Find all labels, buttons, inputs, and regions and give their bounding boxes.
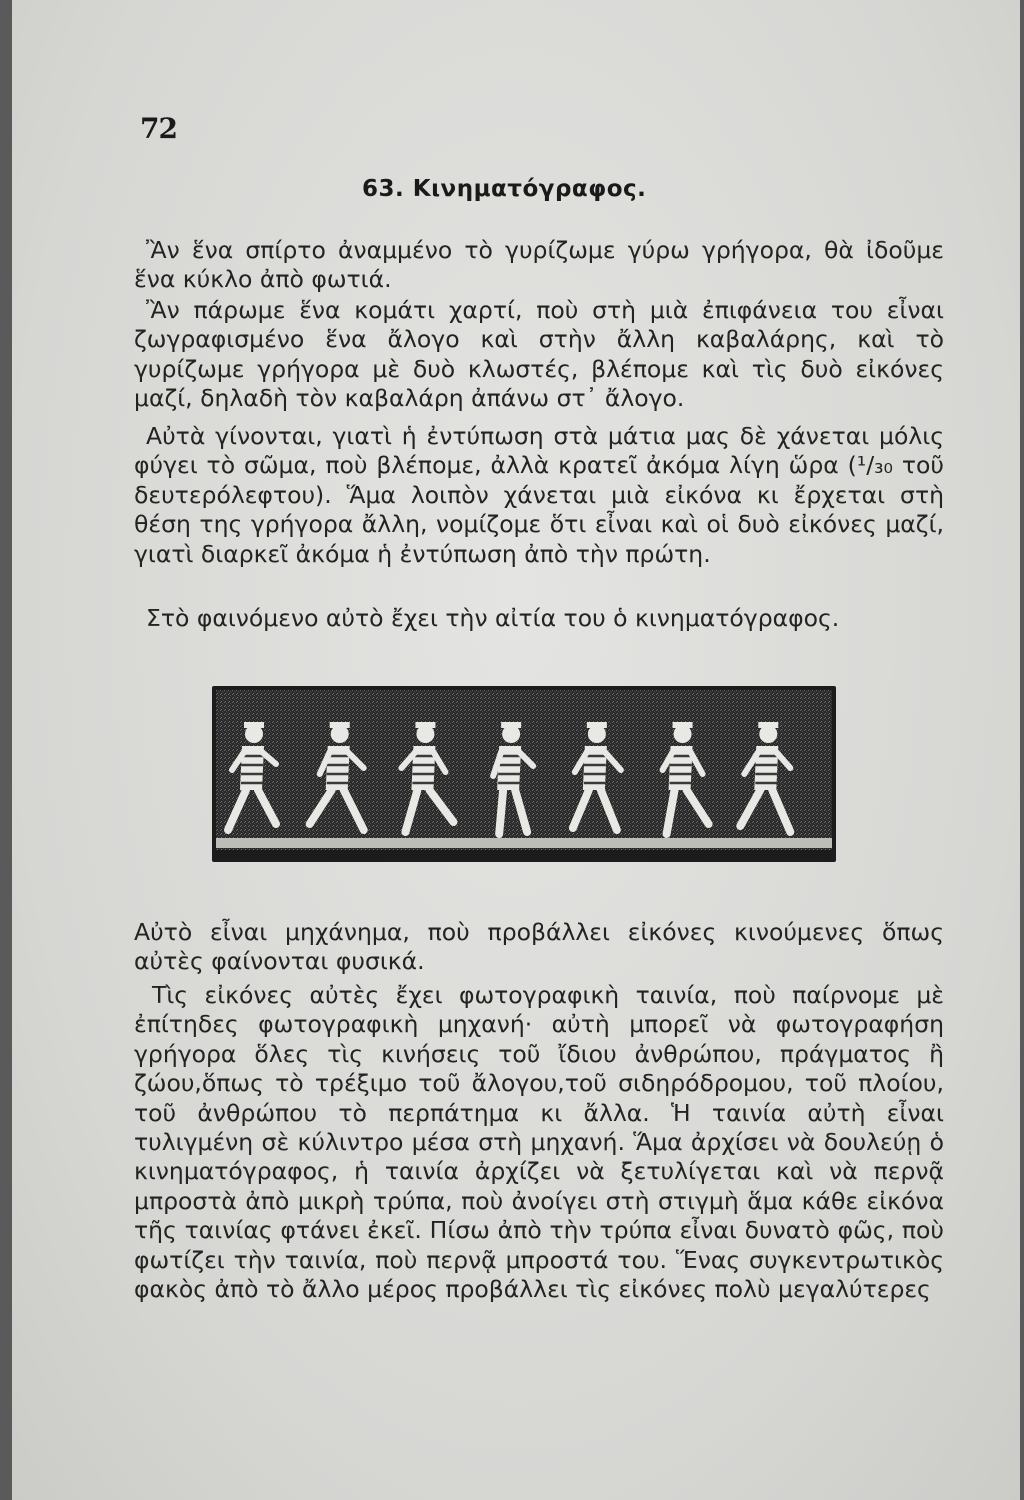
chapter-title: 63. Κινηματόγραφος. [362, 176, 647, 202]
paragraph-cinema-cause: Στὸ φαινόμενο αὐτὸ ἔχει τὴν αἰτία του ὁ κινηματόγραφος. [146, 604, 840, 632]
book-page [12, 0, 1020, 1500]
paragraph-match-circle: Ἂν ἕνα σπίρτο ἀναμμένο τὸ γυρίζωμε γύρω γρήγορα, θὰ ἰδοῦμε ἕνα κύκλο ἀπὸ φωτιά. [134, 236, 944, 294]
paragraph-machine-definition: Αὐτὸ εἶναι μηχάνημα, ποὺ προβάλλει εἰκόνες κινούμενες ὅπως αὐτὲς φαίνονται φυσικά. [134, 918, 944, 976]
paragraph-film-mechanism: Τὶς εἰκόνες αὐτὲς ἔχει φωτογραφικὴ ταινία, ποὺ παίρνομε μὲ ἐπίτηδες φωτογραφικὴ μηχανή· αὐτὴ μπορεῖ νὰ φωτογραφήση γρήγορα ὅλες τὶς κινήσεις τοῦ ἴδιου ἀνθρώπου, πράγματος ἢ ζώου,ὅπως τὸ τρέξιμο τοῦ ἄλογου,τοῦ σιδηρόδρομου, τοῦ πλοίου, τοῦ ἀνθρώπου τὸ περπάτημα κι ἄλλα. Ἡ ταινία αὐτὴ εἶναι τυλιγμένη σὲ κύλιντρο μέσα στὴ μηχανή. Ἅμα ἀρχίσει νὰ δουλεύῃ ὁ κινηματόγραφος, ἡ ταινία ἀρχίζει νὰ ξετυλίγεται καὶ νὰ περνᾷ μπροστὰ ἀπὸ μικρὴ τρύπα, ποὺ ἀνοίγει στὴ στιγμὴ ἅμα κάθε εἰκόνα τῆς ταινίας φτάνει ἐκεῖ. Πίσω ἀπὸ τὴν τρύπα εἶναι δυνατὸ φῶς, ποὺ φωτίζει τὴν ταινία, ποὺ περνᾷ μπροστά του. Ἕνας συγκεντρωτικὸς φακὸς ἀπὸ τὸ ἄλλο μέρος προβάλλει τὶς εἰκόνες πολὺ μεγαλύτερες [134, 981, 944, 1304]
page-number: 72 [140, 112, 177, 145]
ground-line [216, 838, 832, 848]
running-man-film-strip-figure [212, 686, 836, 862]
paragraph-persistence-of-vision: Αὐτὰ γίνονται, γιατὶ ἡ ἐντύπωση στὰ μάτια μας δὲ χάνεται μόλις φύγει τὸ σῶμα, ποὺ βλέπομε, ἀλλὰ κρατεῖ ἀκόμα λίγη ὥρα (¹/₃₀ τοῦ δευτερόλεφτου). Ἅμα λοιπὸν χάνεται μιὰ εἰκόνα κι ἔρχεται στὴ θέση της γρήγορα ἄλλη, νομίζομε ὅτι εἶναι καὶ οἱ δυὸ εἰκόνες μαζί, γιατὶ διαρκεῖ ἀκόμα ἡ ἐντύπωση ἀπὸ τὴν πρώτη. [134, 422, 944, 568]
paragraph-paper-horse: Ἂν πάρωμε ἕνα κομάτι χαρτί, ποὺ στὴ μιὰ ἐπιφάνεια του εἶναι ζωγραφισμένο ἕνα ἄλογο καὶ στὴν ἄλλη καβαλάρης, καὶ τὸ γυρίζωμε γρήγορα μὲ δυὸ κλωστές, βλέπομε καὶ τὶς δυὸ εἰκόνες μαζί, δηλαδὴ τὸν καβαλάρη ἀπάνω στ᾽ ἄλογο. [134, 296, 944, 413]
film-strip-illustration [212, 686, 836, 862]
